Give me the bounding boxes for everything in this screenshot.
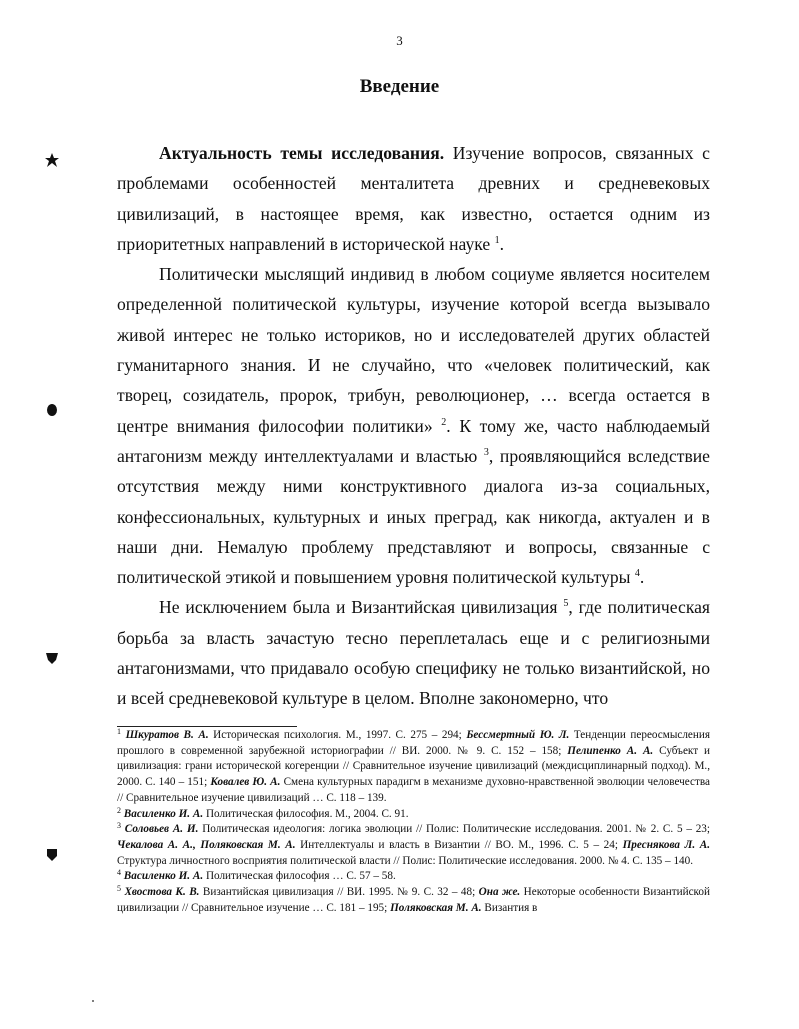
paragraph-text: Политически мыслящий индивид в любом социуме является носителем определенной политической культуры, изучение которой всегда вызывало живой интерес не только историков, но и исследователей других областей гуманитарного знания. И не случайно, что «человек политический, как творец, созидатель, пророк, трибун, революционер, … всегда остается в центре внимания философии политики» [117, 264, 710, 436]
footnote-author: Пелипенко А. А. [567, 744, 654, 757]
footnote-ref[interactable]: 3 [483, 446, 489, 458]
footnote-ref[interactable]: 5 [563, 598, 569, 610]
footnote-number: 4 [117, 868, 121, 878]
footnote-author: Ковалев Ю. А. [210, 776, 281, 789]
footnote-divider [117, 726, 297, 727]
footnote-text: Субъект и цивилизация: грани исторической когеренции // Сравнительное изучение цивилизаций (междисциплинарный подход). М., 2000. С. 140 – 151; [117, 744, 710, 789]
paragraph-byzantium [117, 592, 710, 713]
footnote-author: Поляковская М. А. [390, 901, 482, 914]
page-number: 3 [396, 33, 403, 48]
footnote-3 [117, 822, 710, 869]
page-title: Введение [359, 76, 440, 97]
margin-mark-icon [45, 403, 59, 417]
footnote-author: Бессмертный Ю. Л. [466, 729, 570, 741]
footnote-ref[interactable]: 2 [441, 416, 447, 428]
footnote-text: Структура личностного восприятия политической власти // Полис: Политические исследования. 2000. № 4. С. 135 – 140. [117, 854, 694, 867]
footnote-text: Политическая философия. М., 2004. С. 91. [203, 807, 409, 820]
footnote-text: Политическая идеология: логика эволюции // Полис: Политические исследования. 2001. № 2. С. 5 – 23; [198, 823, 711, 836]
paragraph-text: , проявляющийся вследствие отсутствия между ними конструктивного диалога из-за социальных, конфессиональных, культурных и иных преград, как никогда, актуален и в наши дни. Немалую проблему представляют и вопросы, связанные с политической этикой и повышением уровня политической культуры [117, 445, 710, 588]
footnote-text: Политическая философия … С. 57 – 58. [203, 870, 396, 883]
footnote-number: 1 [117, 727, 121, 736]
footnote-2 [117, 807, 710, 823]
margin-mark-icon [45, 848, 59, 862]
footnote-author: Она же. [478, 886, 521, 899]
main-text [117, 138, 710, 714]
paragraph-text: . [499, 233, 504, 254]
paragraph-relevance [117, 138, 710, 259]
footnote-author: Шкуратов В. А. [125, 729, 209, 741]
scan-speck [92, 1000, 94, 1002]
footnote-ref[interactable]: 4 [634, 568, 640, 580]
footnote-author: Чекалова А. А., Поляковская М. А. [117, 838, 296, 851]
footnote-4 [117, 869, 710, 885]
footnote-text: Смена культурных парадигм в механизме духовно-нравственной эволюции человечества // Сравнительное изучение цивилизаций … С. 118 – 139. [117, 776, 710, 804]
paragraph-text: . К тому же, часто наблюдаемый антагонизм между интеллектуалами и властью [117, 415, 710, 466]
footnote-number: 2 [117, 805, 121, 815]
footnote-author: Преснякова Л. А. [622, 838, 710, 851]
footnote-text: Византийская цивилизация // ВИ. 1995. № 9. С. 32 – 48; [199, 886, 479, 899]
footnote-ref[interactable]: 1 [494, 234, 500, 246]
footnote-1 [117, 728, 710, 807]
footnote-author: Соловьев А. И. [124, 823, 199, 836]
footnote-text: Интеллектуалы и власть в Византии // ВО. М., 1996. С. 5 – 24; [295, 838, 623, 851]
footnote-text: Византия в [481, 901, 538, 914]
footnote-text: Некоторые особенности Византийской цивилизации // Сравнительное изучение … С. 181 – 195; [117, 886, 711, 914]
paragraph-political-culture [117, 259, 710, 592]
footnote-number: 5 [117, 884, 121, 894]
footnote-author: Хвостова К. В. [124, 886, 200, 899]
footnote-number: 3 [117, 821, 121, 831]
margin-mark-icon [45, 651, 59, 665]
paragraph-text: . [639, 567, 645, 588]
margin-mark-icon [45, 153, 59, 167]
paragraph-text: , где политическая борьба за власть зачастую тесно переплеталась еще и с религиозными антагонизмами, что придавало особую специфику не только византийской, но и всей средневековой культуре в целом. Вполне закономерно, что [117, 597, 711, 709]
footnote-author: Василенко И. А. [123, 870, 204, 883]
footnote-text: Историческая психология. М., 1997. С. 275 – 294; [208, 729, 467, 741]
section-lead: Актуальность темы исследования. [159, 143, 445, 163]
footnote-5 [117, 885, 710, 916]
paragraph-text: Не исключением была и Византийская цивилизация [159, 597, 564, 618]
footnotes [117, 728, 710, 916]
footnote-author: Василенко И. А. [123, 807, 204, 820]
footnote-text: Тенденции переосмысления прошлого в современной зарубежной историографии // ВИ. 2000. № 9. С. 152 – 158; [117, 729, 711, 757]
paragraph-text: Изучение вопросов, связанных с проблемами особенностей менталитета древних и средневековых цивилизаций, в настоящее время, как известно, остается одним из приоритетных направлений в исторической науке [117, 143, 710, 254]
